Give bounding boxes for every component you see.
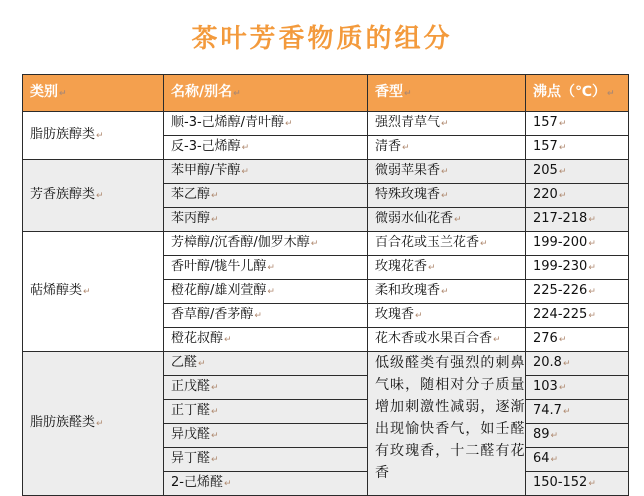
name-cell: 乙醛↵ — [164, 352, 368, 376]
boiling-cell: 220↵ — [526, 184, 629, 208]
boiling-cell: 20.8↵ — [526, 352, 629, 376]
aroma-cell: 玫瑰花香↵ — [368, 256, 526, 280]
name-cell: 正戊醛↵ — [164, 376, 368, 400]
shared-aroma-cell: 低级醛类有强烈的刺鼻气味，随相对分子质量增加刺激性减弱，逐渐出现愉快香气，如壬醛有玫瑰香，十二醛有花香 — [368, 352, 526, 496]
name-cell: 2-己烯醛↵ — [164, 472, 368, 496]
aroma-cell: 柔和玫瑰香↵ — [368, 280, 526, 304]
name-cell: 异戊醛↵ — [164, 424, 368, 448]
boiling-cell: 205↵ — [526, 160, 629, 184]
boiling-cell: 157↵ — [526, 112, 629, 136]
name-cell: 橙花醇/雄刈萱醇↵ — [164, 280, 368, 304]
boiling-cell: 103↵ — [526, 376, 629, 400]
aroma-components-table — [22, 74, 629, 496]
table-row — [23, 160, 629, 184]
category-cell: 芳香族醇类↵ — [23, 160, 164, 232]
boiling-cell: 64↵ — [526, 448, 629, 472]
boiling-cell: 225-226↵ — [526, 280, 629, 304]
name-cell: 苯丙醇↵ — [164, 208, 368, 232]
aroma-cell: 微弱水仙花香↵ — [368, 208, 526, 232]
boiling-cell: 276↵ — [526, 328, 629, 352]
name-cell: 反-3-己烯醇↵ — [164, 136, 368, 160]
name-cell: 香叶醇/牻牛儿醇↵ — [164, 256, 368, 280]
table-header-row — [23, 75, 629, 112]
table-row — [23, 112, 629, 136]
name-cell: 香草醇/香茅醇↵ — [164, 304, 368, 328]
header-name: 名称/别名↵ — [164, 75, 368, 112]
table-row — [23, 352, 629, 376]
page-title: 茶叶芳香物质的组分 — [191, 24, 453, 54]
header-category: 类别↵ — [23, 75, 164, 112]
aroma-cell: 清香↵ — [368, 136, 526, 160]
category-cell: 萜烯醇类↵ — [23, 232, 164, 352]
aroma-cell: 百合花或玉兰花香↵ — [368, 232, 526, 256]
name-cell: 苯甲醇/苄醇↵ — [164, 160, 368, 184]
boiling-cell: 224-225↵ — [526, 304, 629, 328]
header-aroma: 香型↵ — [368, 75, 526, 112]
name-cell: 橙花叔醇↵ — [164, 328, 368, 352]
name-cell: 正丁醛↵ — [164, 400, 368, 424]
boiling-cell: 89↵ — [526, 424, 629, 448]
category-cell: 脂肪族醇类↵ — [23, 112, 164, 160]
name-cell: 芳樟醇/沉香醇/伽罗木醇↵ — [164, 232, 368, 256]
aroma-cell: 特殊玫瑰香↵ — [368, 184, 526, 208]
header-boiling-point: 沸点（℃）↵ — [526, 75, 629, 112]
boiling-cell: 199-200↵ — [526, 232, 629, 256]
aroma-cell: 微弱苹果香↵ — [368, 160, 526, 184]
name-cell: 苯乙醇↵ — [164, 184, 368, 208]
boiling-cell: 74.7↵ — [526, 400, 629, 424]
name-cell: 异丁醛↵ — [164, 448, 368, 472]
boiling-cell: 150-152↵ — [526, 472, 629, 496]
table-row — [23, 232, 629, 256]
boiling-cell: 157↵ — [526, 136, 629, 160]
aroma-cell: 玫瑰香↵ — [368, 304, 526, 328]
name-cell: 顺-3-己烯醇/青叶醇↵ — [164, 112, 368, 136]
boiling-cell: 199-230↵ — [526, 256, 629, 280]
aroma-cell: 花木香或水果百合香↵ — [368, 328, 526, 352]
category-cell: 脂肪族醛类↵ — [23, 352, 164, 496]
aroma-cell: 强烈青草气↵ — [368, 112, 526, 136]
boiling-cell: 217-218↵ — [526, 208, 629, 232]
